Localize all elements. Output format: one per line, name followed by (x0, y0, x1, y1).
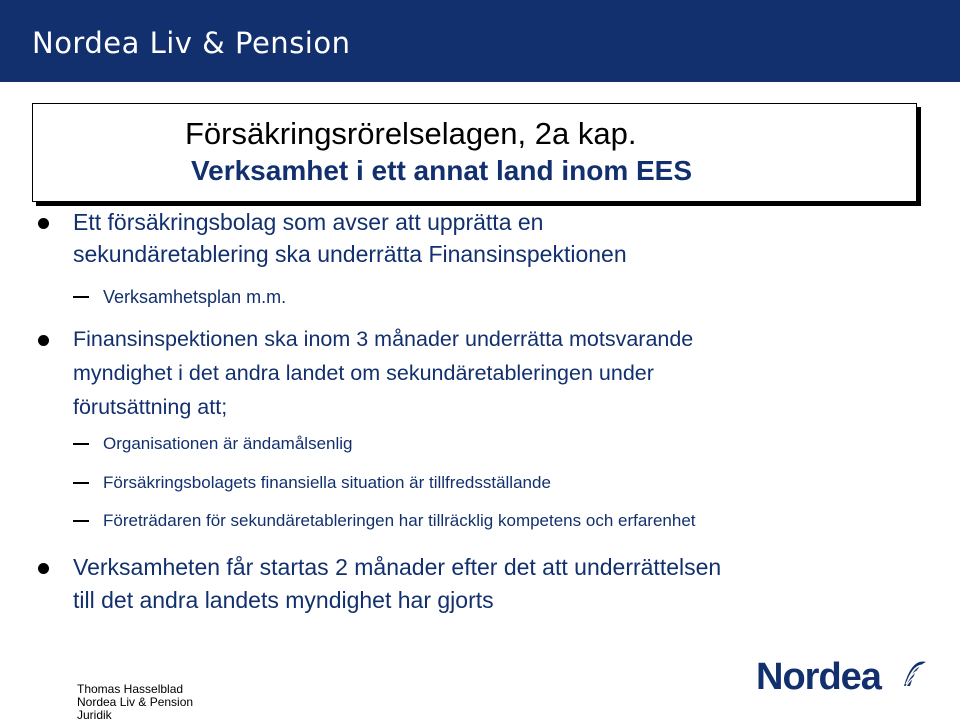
sub-dash (73, 296, 89, 298)
bullet-2-sub-2: Försäkringsbolagets finansiella situation är tillfredsställande (103, 473, 551, 492)
slide-title-box (32, 103, 917, 202)
bullet-dot (38, 218, 49, 229)
bullet-2-sub-3: Företrädaren för sekundäretableringen har tillräcklig kompetens och erfarenhet (103, 511, 696, 530)
bullet-3-line-1: Verksamheten får startas 2 månader efter det att underrättelsen (73, 554, 722, 580)
slide-subtitle: Verksamhet i ett annat land inom EES (191, 155, 693, 186)
bullet-dot (38, 335, 49, 346)
logo-wordmark: Nordea (756, 656, 881, 698)
footer-credit (77, 683, 193, 722)
brand-title: Nordea Liv & Pension (32, 26, 351, 60)
bullet-dot (38, 563, 49, 574)
header-bar (0, 0, 960, 82)
footer-author: Thomas Hasselblad (77, 682, 184, 696)
footer-dept: Juridik (77, 708, 112, 722)
bullet-1-line-1: Ett försäkringsbolag som avser att upprätta en (73, 209, 544, 235)
bullet-3-line-2: till det andra landets myndighet har gjorts (73, 587, 494, 613)
bullet-2-line-1: Finansinspektionen ska inom 3 månader underrätta motsvarande (73, 327, 694, 351)
bullet-1-line-2: sekundäretablering ska underrätta Finansinspektionen (73, 241, 627, 267)
bullet-2-sub-1: Organisationen är ändamålsenlig (103, 434, 353, 453)
slide-title: Försäkringsrörelselagen, 2a kap. (185, 116, 637, 151)
header-divider (0, 82, 960, 85)
nordea-logo (756, 652, 926, 702)
bullet-1-sub-1: Verksamhetsplan m.m. (103, 287, 287, 307)
sub-dash (73, 443, 89, 445)
bullet-2-line-2: myndighet i det andra landet om sekundäretableringen under (73, 361, 654, 385)
bullet-2-line-3: förutsättning att; (73, 395, 228, 419)
logo-emblem-icon (756, 652, 926, 702)
footer-company: Nordea Liv & Pension (77, 695, 194, 709)
sub-dash (73, 482, 89, 484)
sub-dash (73, 520, 89, 522)
